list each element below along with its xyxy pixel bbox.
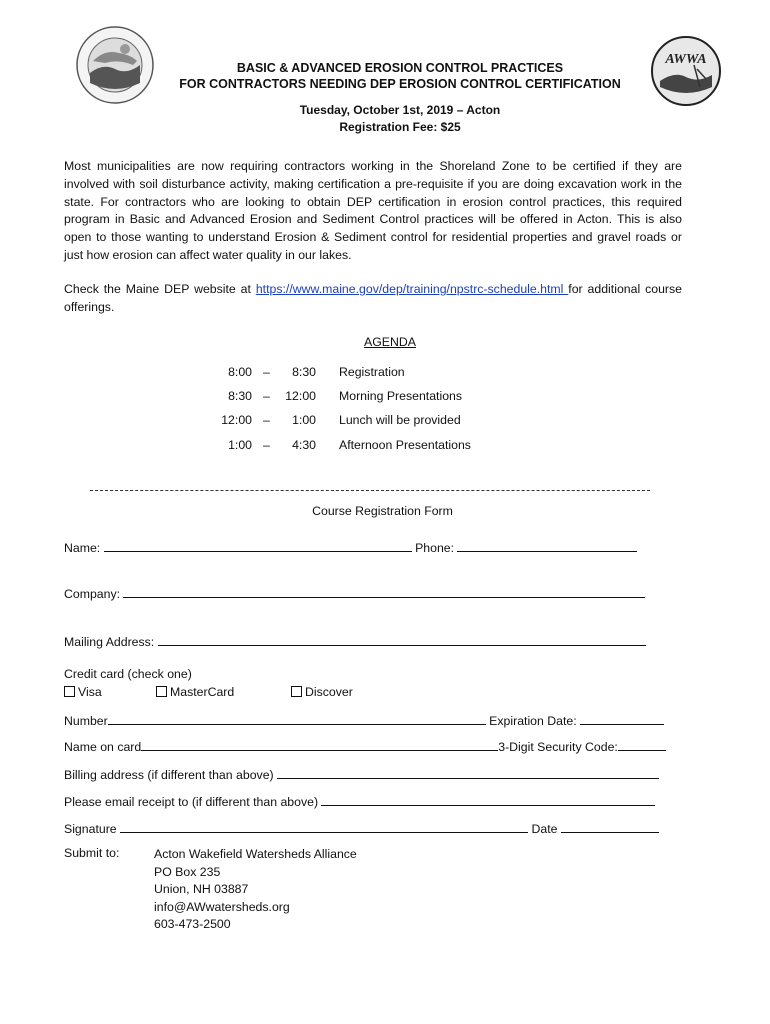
agenda-dash: – bbox=[263, 389, 270, 403]
signature-field[interactable] bbox=[120, 820, 528, 833]
form-heading: Course Registration Form bbox=[312, 504, 453, 518]
address-phone: 603-473-2500 bbox=[154, 917, 231, 931]
agenda-row bbox=[0, 389, 770, 407]
agenda-item: Afternoon Presentations bbox=[339, 438, 471, 452]
name-on-card-label: Name on card bbox=[64, 740, 142, 754]
date-field[interactable] bbox=[561, 820, 659, 833]
email-receipt-field[interactable] bbox=[321, 793, 655, 806]
registration-fee: Registration Fee: $25 bbox=[339, 120, 461, 134]
name-on-card-line bbox=[64, 738, 666, 754]
visa-option[interactable] bbox=[64, 685, 102, 699]
agenda-item: Lunch will be provided bbox=[339, 413, 461, 427]
name-label: Name: bbox=[64, 541, 101, 555]
svg-text:AWWA: AWWA bbox=[665, 52, 707, 67]
expiration-field[interactable] bbox=[580, 712, 664, 725]
title-line-2: FOR CONTRACTORS NEEDING DEP EROSION CONTROL CERTIFICATION bbox=[179, 77, 621, 91]
billing-label: Billing address (if different than above) bbox=[64, 768, 274, 782]
number-label: Number bbox=[64, 714, 108, 728]
email-receipt-line bbox=[64, 793, 655, 809]
title-line-1: BASIC & ADVANCED EROSION CONTROL PRACTICES bbox=[236, 61, 564, 75]
mastercard-option[interactable] bbox=[156, 685, 234, 699]
check-suffix: for additional course offerings. bbox=[64, 282, 682, 314]
submit-label: Submit to: bbox=[64, 846, 120, 860]
agenda-row bbox=[0, 438, 770, 456]
agenda-start: 8:00 bbox=[228, 365, 252, 379]
agenda-start: 1:00 bbox=[228, 438, 252, 452]
mastercard-checkbox[interactable] bbox=[156, 686, 167, 697]
dep-training-link[interactable]: https://www.maine.gov/dep/training/npstrc-schedule.html bbox=[255, 282, 569, 296]
agenda-end: 1:00 bbox=[292, 413, 316, 427]
agenda-dash: – bbox=[263, 438, 270, 452]
intro-paragraph: Most municipalities are now requiring contractors working in the Shoreland Zone to be certified if they are involved with soil disturbance activity, making certification a pre-requisite if you are doing excavation work in the state. For contractors who are looking to obtain DEP certification in erosion control practices, this required program in Basic and Advanced Erosion and Sediment Control practices will be offered in Acton. This is also open to those wanting to understand Erosion & Sediment control for residential properties and gravel roads or just how erosion can affect water quality in our lakes. bbox=[64, 159, 682, 262]
address-city: Union, NH 03887 bbox=[154, 882, 249, 896]
email-receipt-label: Please email receipt to (if different than above) bbox=[64, 795, 319, 809]
signature-label: Signature bbox=[64, 822, 117, 836]
discover-option[interactable] bbox=[291, 685, 353, 699]
company-line bbox=[64, 585, 645, 601]
name-on-card-field[interactable] bbox=[141, 738, 498, 751]
mailing-field[interactable] bbox=[158, 633, 646, 646]
agenda-item: Morning Presentations bbox=[339, 389, 463, 403]
agenda-dash: – bbox=[263, 413, 270, 427]
name-phone-line bbox=[64, 539, 637, 555]
signature-line bbox=[64, 820, 659, 836]
mastercard-label: MasterCard bbox=[170, 685, 235, 699]
agenda-start: 12:00 bbox=[221, 413, 252, 427]
agenda-row bbox=[0, 413, 770, 431]
phone-field[interactable] bbox=[457, 539, 637, 552]
agenda-start: 8:30 bbox=[228, 389, 252, 403]
cut-line-divider bbox=[90, 490, 650, 491]
agenda-end: 12:00 bbox=[285, 389, 316, 403]
company-label: Company: bbox=[64, 587, 121, 601]
card-number-line bbox=[64, 712, 664, 728]
card-number-field[interactable] bbox=[108, 712, 486, 725]
check-prefix: Check the Maine DEP website at bbox=[64, 282, 256, 296]
credit-card-label: Credit card (check one) bbox=[64, 667, 192, 681]
visa-label: Visa bbox=[78, 685, 102, 699]
billing-field[interactable] bbox=[277, 766, 659, 779]
address-email: info@AWwatersheds.org bbox=[154, 899, 290, 914]
mailing-address-block bbox=[154, 846, 357, 934]
name-field[interactable] bbox=[104, 539, 412, 552]
mailing-line bbox=[64, 633, 646, 649]
company-field[interactable] bbox=[123, 585, 645, 598]
address-org: Acton Wakefield Watersheds Alliance bbox=[154, 847, 357, 861]
phone-label: Phone: bbox=[415, 541, 455, 555]
security-code-field[interactable] bbox=[618, 738, 666, 751]
discover-label: Discover bbox=[305, 685, 353, 699]
billing-address-line bbox=[64, 766, 659, 782]
expiration-label: Expiration Date: bbox=[489, 714, 577, 728]
visa-checkbox[interactable] bbox=[64, 686, 75, 697]
mailing-label: Mailing Address: bbox=[64, 635, 155, 649]
agenda-end: 8:30 bbox=[292, 365, 316, 379]
agenda-item: Registration bbox=[339, 365, 405, 379]
date-label: Date bbox=[531, 822, 558, 836]
event-date: Tuesday, October 1st, 2019 – Acton bbox=[299, 103, 501, 117]
agenda-row bbox=[0, 365, 770, 383]
security-code-label: 3-Digit Security Code: bbox=[498, 740, 618, 754]
dep-website-note bbox=[64, 281, 682, 317]
agenda-end: 4:30 bbox=[292, 438, 316, 452]
agenda-dash: – bbox=[263, 365, 270, 379]
agenda-heading: AGENDA bbox=[364, 335, 416, 349]
discover-checkbox[interactable] bbox=[291, 686, 302, 697]
address-po: PO Box 235 bbox=[154, 864, 221, 879]
